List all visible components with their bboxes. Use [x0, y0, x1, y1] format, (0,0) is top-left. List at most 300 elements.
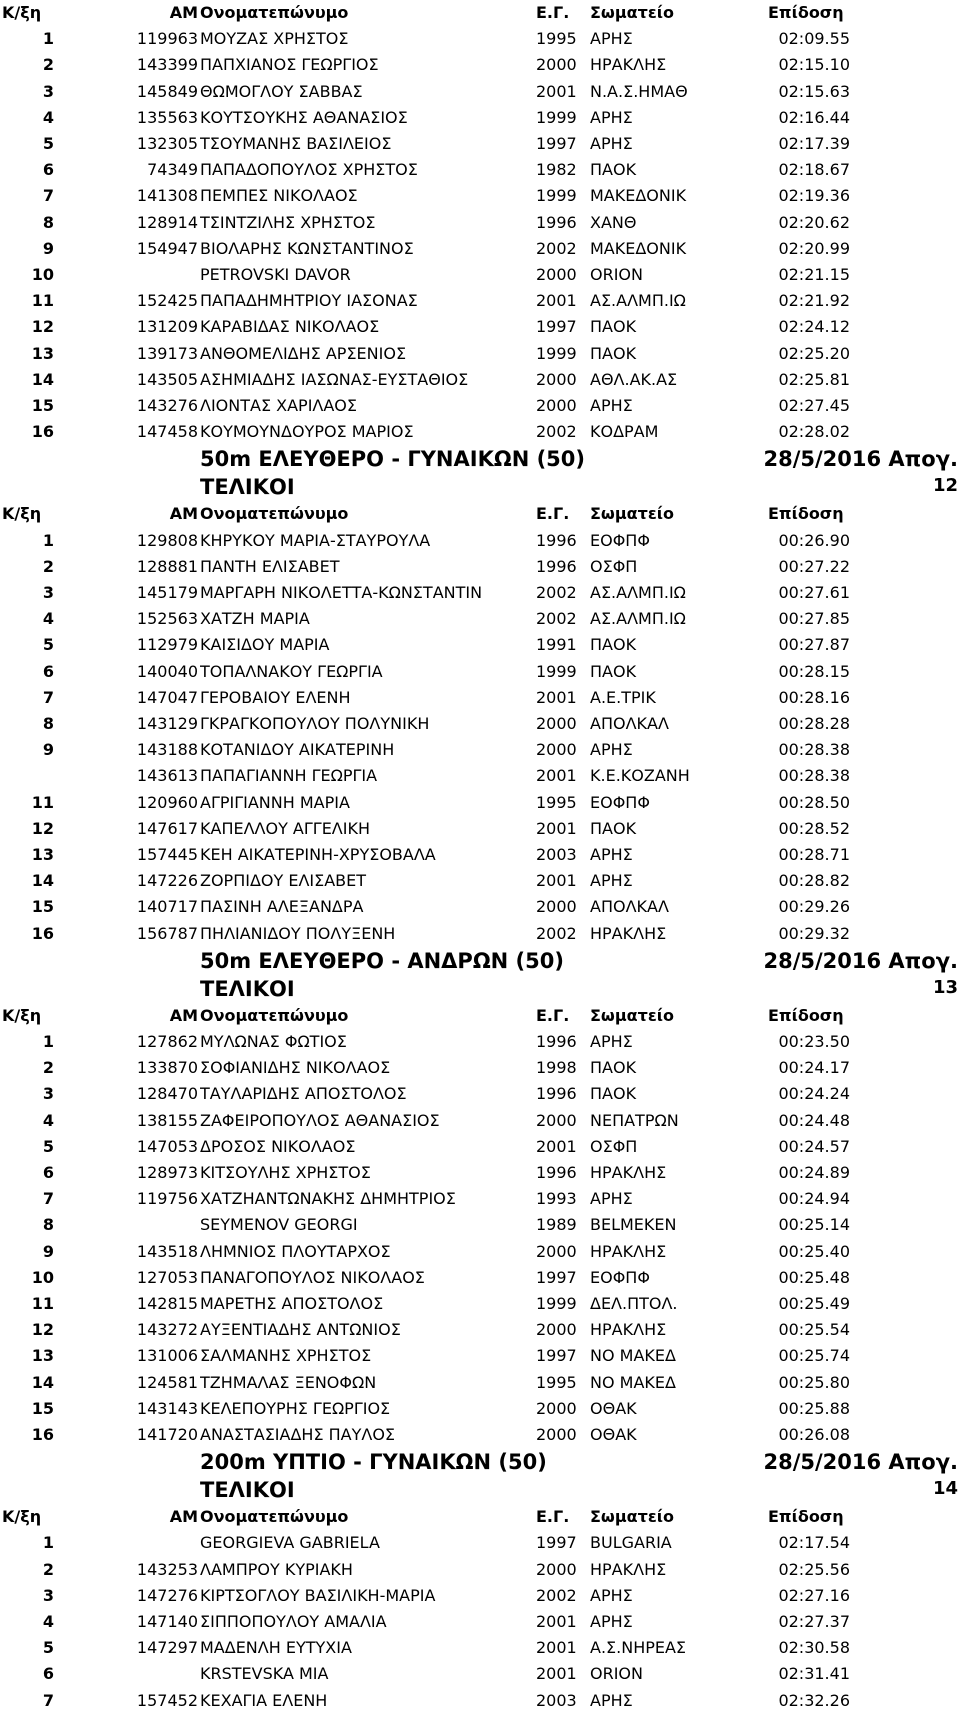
club-cell: ΗΡΑΚΛΗΣ — [590, 1559, 667, 1579]
am-cell: 147053 — [136, 1136, 198, 1156]
name-cell: ΣΟΦΙΑΝΙΔΗΣ ΝΙΚΟΛΑΟΣ — [200, 1058, 391, 1078]
result-row — [0, 26, 960, 52]
time-cell: 02:17.54 — [778, 1533, 850, 1553]
rank-cell: 14 — [31, 871, 54, 891]
result-row — [0, 105, 960, 131]
am-cell: 147276 — [136, 1585, 198, 1605]
result-row — [0, 659, 960, 685]
club-cell: ΑΡΗΣ — [590, 134, 633, 153]
time-cell: 00:28.82 — [778, 871, 850, 891]
name-cell: ΚΑΙΣΙΔΟΥ ΜΑΡΙΑ — [200, 635, 330, 655]
rank-cell: 9 — [42, 1241, 54, 1261]
rank-cell: 12 — [31, 818, 54, 838]
club-cell: ΠΑΟΚ — [590, 1058, 637, 1078]
year-cell: 2000 — [536, 369, 577, 389]
club-cell: ΠΑΟΚ — [590, 1084, 637, 1104]
time-cell: 00:25.74 — [778, 1346, 850, 1366]
club-cell: ΟΘΑΚ — [590, 1425, 637, 1444]
year-cell: 1999 — [536, 661, 577, 681]
rank-cell: 13 — [31, 343, 54, 363]
name-cell: ΑΝΑΣΤΑΣΙΑΔΗΣ ΠΑΥΛΟΣ — [200, 1425, 396, 1444]
event-date: 28/5/2016 Απογ. — [763, 1450, 958, 1475]
rank-cell: 5 — [42, 134, 54, 153]
event-stage-row — [0, 977, 960, 1003]
rank-cell: 12 — [31, 1320, 54, 1340]
rank-cell: 15 — [31, 396, 54, 415]
col-name-header: Ονοματεπώνυμο — [200, 1005, 349, 1025]
club-cell: ORION — [590, 1664, 643, 1684]
club-cell: ΑΡΗΣ — [590, 1585, 633, 1605]
name-cell: ΚΟΥΜΟΥΝΔΟΥΡΟΣ ΜΑΡΙΟΣ — [200, 422, 414, 442]
time-cell: 02:24.12 — [778, 317, 850, 337]
am-cell: 143253 — [136, 1559, 198, 1579]
result-row — [0, 79, 960, 105]
name-cell: ΛΑΜΠΡΟΥ ΚΥΡΙΑΚΗ — [200, 1559, 353, 1579]
event-title-row — [0, 1450, 960, 1476]
year-cell: 1996 — [536, 556, 577, 576]
am-cell: 140040 — [136, 661, 198, 681]
year-cell: 1995 — [536, 1372, 577, 1392]
am-cell: 131006 — [136, 1346, 198, 1366]
result-row — [0, 894, 960, 920]
am-cell: 147140 — [136, 1612, 198, 1631]
am-cell: 119756 — [136, 1189, 198, 1209]
rank-cell: 2 — [42, 1559, 54, 1579]
rank-cell: 16 — [31, 923, 54, 943]
am-cell: 147617 — [136, 818, 198, 838]
name-cell: ΑΣΗΜΙΑΔΗΣ ΙΑΣΩΝΑΣ-ΕΥΣΤΑΘΙΟΣ — [200, 369, 469, 389]
am-cell: 112979 — [136, 635, 198, 655]
result-row — [0, 528, 960, 554]
rank-cell: 11 — [31, 792, 54, 812]
time-cell: 02:27.37 — [778, 1612, 850, 1631]
club-cell: ΟΣΦΠ — [590, 1136, 638, 1156]
name-cell: ΚΟΤΑΝΙΔΟΥ ΑΙΚΑΤΕΡΙΝΗ — [200, 740, 395, 760]
year-cell: 2002 — [536, 1585, 577, 1605]
club-cell: ΕΟΦΠΦ — [590, 530, 650, 550]
result-row — [0, 1396, 960, 1422]
rank-cell: 8 — [42, 714, 54, 733]
name-cell: ΠΑΣΙΝΗ ΑΛΕΞΑΝΔΡΑ — [200, 897, 364, 917]
name-cell: ΜΟΥΖΑΣ ΧΡΗΣΤΟΣ — [200, 29, 349, 49]
club-cell: ΑΡΗΣ — [590, 1690, 633, 1710]
am-cell: 127053 — [136, 1267, 198, 1287]
year-cell: 1997 — [536, 1267, 577, 1287]
rank-cell: 16 — [31, 422, 54, 442]
name-cell: ΧΑΤΖΗ ΜΑΡΙΑ — [200, 609, 310, 629]
rank-cell: 4 — [42, 1110, 54, 1130]
rank-cell: 16 — [31, 1425, 54, 1444]
year-cell: 2002 — [536, 238, 577, 258]
result-row — [0, 236, 960, 262]
year-cell: 2002 — [536, 422, 577, 442]
am-cell: 143129 — [136, 714, 198, 733]
rank-cell: 2 — [42, 1058, 54, 1078]
am-cell: 156787 — [136, 923, 198, 943]
name-cell: ΑΝΘΟΜΕΛΙΔΗΣ ΑΡΣΕΝΙΟΣ — [200, 343, 407, 363]
am-cell: 135563 — [136, 107, 198, 127]
name-cell: ΑΥΞΕΝΤΙΑΔΗΣ ΑΝΤΩΝΙΟΣ — [200, 1320, 401, 1340]
time-cell: 00:27.87 — [778, 635, 850, 655]
year-cell: 1996 — [536, 1163, 577, 1182]
am-cell: 127862 — [136, 1032, 198, 1051]
name-cell: ΤΟΠΑΛΝΑΚΟΥ ΓΕΩΡΓΙΑ — [200, 661, 383, 681]
year-cell: 2000 — [536, 1241, 577, 1261]
name-cell: ΣΙΠΠΟΠΟΥΛΟΥ ΑΜΑΛΙΑ — [200, 1612, 387, 1631]
am-cell: 124581 — [136, 1372, 198, 1392]
time-cell: 02:16.44 — [778, 107, 850, 127]
club-cell: ΑΡΗΣ — [590, 1189, 633, 1209]
am-cell: 128973 — [136, 1163, 198, 1182]
am-cell: 147297 — [136, 1638, 198, 1658]
year-cell: 1999 — [536, 186, 577, 206]
rank-cell: 11 — [31, 291, 54, 311]
time-cell: 02:30.58 — [778, 1638, 850, 1658]
name-cell: ΒΙΟΛΑΡΗΣ ΚΩΝΣΤΑΝΤΙΝΟΣ — [200, 238, 414, 258]
name-cell: PETROVSKI DAVOR — [200, 265, 351, 284]
am-cell: 142815 — [136, 1294, 198, 1313]
event-title: 200m ΥΠΤΙΟ - ΓΥΝΑΙΚΩΝ (50) — [200, 1450, 547, 1475]
rank-cell: 1 — [42, 530, 54, 550]
year-cell: 2001 — [536, 766, 577, 786]
result-row — [0, 1688, 960, 1714]
club-cell: ΚΟΔΡΑΜ — [590, 422, 659, 442]
club-cell: ΗΡΑΚΛΗΣ — [590, 55, 667, 75]
column-header-row — [0, 1504, 960, 1530]
event-number: 14 — [932, 1478, 958, 1500]
event-stage-row — [0, 475, 960, 501]
result-row — [0, 1134, 960, 1160]
club-cell: ΠΑΟΚ — [590, 317, 637, 337]
time-cell: 00:25.14 — [778, 1215, 850, 1235]
time-cell: 00:24.57 — [778, 1136, 850, 1156]
name-cell: ΠΑΠΧΙΑΝΟΣ ΓΕΩΡΓΙΟΣ — [200, 55, 379, 75]
year-cell: 2001 — [536, 291, 577, 311]
club-cell: ΠΑΟΚ — [590, 160, 637, 180]
time-cell: 00:28.16 — [778, 687, 850, 707]
year-cell: 2001 — [536, 1136, 577, 1156]
result-row — [0, 1239, 960, 1265]
time-cell: 00:24.24 — [778, 1084, 850, 1104]
year-cell: 2001 — [536, 81, 577, 101]
name-cell: ΚΕΛΕΠΟΥΡΗΣ ΓΕΩΡΓΙΟΣ — [200, 1398, 391, 1418]
year-cell: 1982 — [536, 160, 577, 180]
year-cell: 2000 — [536, 55, 577, 75]
year-cell: 2000 — [536, 1398, 577, 1418]
time-cell: 00:28.38 — [778, 740, 850, 760]
rank-cell: 6 — [42, 1163, 54, 1182]
club-cell: ΗΡΑΚΛΗΣ — [590, 923, 667, 943]
year-cell: 2000 — [536, 1110, 577, 1130]
club-cell: ΑΡΗΣ — [590, 1612, 633, 1631]
club-cell: ΑΡΗΣ — [590, 107, 633, 127]
name-cell: ΧΑΤΖΗΑΝΤΩΝΑΚΗΣ ΔΗΜΗΤΡΙΟΣ — [200, 1189, 456, 1209]
rank-cell: 4 — [42, 1612, 54, 1631]
rank-cell: 10 — [31, 1267, 54, 1287]
time-cell: 02:20.99 — [778, 238, 850, 258]
name-cell: ΘΩΜΟΓΛΟΥ ΣΑΒΒΑΣ — [200, 81, 363, 101]
result-row — [0, 262, 960, 288]
rank-cell: 5 — [42, 1638, 54, 1658]
event-stage: ΤΕΛΙΚΟΙ — [200, 475, 295, 500]
club-cell: ΠΑΟΚ — [590, 818, 637, 838]
event-stage-row — [0, 1478, 960, 1504]
rank-cell: 12 — [31, 317, 54, 337]
year-cell: 2002 — [536, 923, 577, 943]
club-cell: ΠΑΟΚ — [590, 635, 637, 655]
club-cell: ΑΣ.ΑΛΜΠ.ΙΩ — [590, 291, 686, 311]
rank-cell: 3 — [42, 81, 54, 101]
col-club-header: Σωματείο — [590, 1005, 674, 1025]
rank-cell: 9 — [42, 740, 54, 760]
result-row — [0, 1661, 960, 1687]
time-cell: 00:24.94 — [778, 1189, 850, 1209]
name-cell: ΓΚΡΑΓΚΟΠΟΥΛΟΥ ΠΟΛΥΝΙΚΗ — [200, 714, 430, 733]
year-cell: 2000 — [536, 396, 577, 415]
am-cell: 74349 — [147, 160, 198, 180]
year-cell: 1996 — [536, 530, 577, 550]
club-cell: ΑΡΗΣ — [590, 29, 633, 49]
time-cell: 00:26.90 — [778, 530, 850, 550]
col-time-header: Επίδοση — [768, 504, 844, 524]
am-cell: 143505 — [136, 369, 198, 389]
am-cell: 157445 — [136, 845, 198, 864]
club-cell: ΑΘΛ.ΑΚ.ΑΣ — [590, 369, 678, 389]
result-row — [0, 1609, 960, 1635]
club-cell: BELMEKEN — [590, 1215, 677, 1235]
result-row — [0, 1291, 960, 1317]
time-cell: 00:28.15 — [778, 661, 850, 681]
year-cell: 2000 — [536, 897, 577, 917]
time-cell: 02:32.26 — [778, 1690, 850, 1710]
name-cell: ΤΣΟΥΜΑΝΗΣ ΒΑΣΙΛΕΙΟΣ — [200, 134, 392, 153]
rank-cell: 13 — [31, 1346, 54, 1366]
club-cell: ΑΡΗΣ — [590, 1032, 633, 1051]
rank-cell: 14 — [31, 369, 54, 389]
time-cell: 00:28.28 — [778, 714, 850, 733]
result-row — [0, 790, 960, 816]
result-row — [0, 1081, 960, 1107]
club-cell: ΕΟΦΠΦ — [590, 792, 650, 812]
name-cell: ΚΑΠΕΛΛΟΥ ΑΓΓΕΛΙΚΗ — [200, 818, 370, 838]
rank-cell: 14 — [31, 1372, 54, 1392]
rank-cell: 7 — [42, 687, 54, 707]
year-cell: 1995 — [536, 792, 577, 812]
time-cell: 02:15.63 — [778, 81, 850, 101]
year-cell: 1997 — [536, 317, 577, 337]
result-row — [0, 737, 960, 763]
col-name-header: Ονοματεπώνυμο — [200, 3, 349, 22]
name-cell: ΠΕΜΠΕΣ ΝΙΚΟΛΑΟΣ — [200, 186, 358, 206]
year-cell: 2000 — [536, 1320, 577, 1340]
result-row — [0, 1160, 960, 1186]
am-cell: 131209 — [136, 317, 198, 337]
club-cell: BULGARIA — [590, 1533, 672, 1553]
result-row — [0, 711, 960, 737]
time-cell: 02:15.10 — [778, 55, 850, 75]
time-cell: 02:25.20 — [778, 343, 850, 363]
time-cell: 02:21.15 — [778, 265, 850, 284]
name-cell: ΚΕΗ ΑΙΚΑΤΕΡΙΝΗ-ΧΡΥΣΟΒΑΛΑ — [200, 845, 436, 864]
col-club-header: Σωματείο — [590, 1507, 674, 1527]
club-cell: ΠΑΟΚ — [590, 343, 637, 363]
am-cell: 141308 — [136, 186, 198, 206]
col-rank-header: Κ/ξη — [2, 504, 42, 524]
am-cell: 128881 — [136, 556, 198, 576]
col-rank-header: Κ/ξη — [2, 1507, 42, 1527]
club-cell: ΝΕΠΑΤΡΩΝ — [590, 1110, 679, 1130]
am-cell: 147226 — [136, 871, 198, 891]
time-cell: 02:27.16 — [778, 1585, 850, 1605]
name-cell: ΠΗΛΙΑΝΙΔΟΥ ΠΟΛΥΞΕΝΗ — [200, 923, 396, 943]
event-title-row — [0, 949, 960, 975]
year-cell: 2002 — [536, 609, 577, 629]
time-cell: 00:27.22 — [778, 556, 850, 576]
rank-cell: 6 — [42, 1664, 54, 1684]
col-rank-header: Κ/ξη — [2, 3, 42, 22]
result-row — [0, 1108, 960, 1134]
result-row — [0, 1635, 960, 1661]
club-cell: ΟΣΦΠ — [590, 556, 638, 576]
am-cell: 132305 — [136, 134, 198, 153]
result-row — [0, 580, 960, 606]
am-cell: 143188 — [136, 740, 198, 760]
rank-cell: 15 — [31, 1398, 54, 1418]
club-cell: ΑΣ.ΑΛΜΠ.ΙΩ — [590, 609, 686, 629]
result-row — [0, 1055, 960, 1081]
year-cell: 2000 — [536, 740, 577, 760]
event-number: 13 — [932, 976, 958, 998]
am-cell: 138155 — [136, 1110, 198, 1130]
name-cell: ΠΑΠΑΔΟΠΟΥΛΟΣ ΧΡΗΣΤΟΣ — [200, 160, 418, 180]
year-cell: 2000 — [536, 1425, 577, 1444]
club-cell: ΠΑΟΚ — [590, 661, 637, 681]
result-row — [0, 1557, 960, 1583]
name-cell: GEORGIEVA GABRIELA — [200, 1533, 380, 1553]
result-row — [0, 131, 960, 157]
am-cell: 147047 — [136, 687, 198, 707]
am-cell: 143613 — [136, 766, 198, 786]
rank-cell: 9 — [42, 238, 54, 258]
name-cell: ΜΑΔΕΝΛΗ ΕΥΤΥΧΙΑ — [200, 1638, 352, 1658]
year-cell: 2003 — [536, 845, 577, 864]
rank-cell: 2 — [42, 556, 54, 576]
year-cell: 2001 — [536, 871, 577, 891]
am-cell: 145849 — [136, 81, 198, 101]
name-cell: ΑΓΡΙΓΙΑΝΝΗ ΜΑΡΙΑ — [200, 792, 350, 812]
name-cell: ΜΑΡΓΑΡΗ ΝΙΚΟΛΕΤΤΑ-ΚΩΝΣΤΑΝΤΙΝ — [200, 583, 483, 602]
club-cell: ΝΟ ΜΑΚΕΔ — [590, 1346, 676, 1366]
name-cell: ΤΖΗΜΑΛΑΣ ΞΕΝΟΦΩΝ — [200, 1372, 377, 1392]
col-time-header: Επίδοση — [768, 1005, 844, 1025]
name-cell: ΠΑΝΑΓΟΠΟΥΛΟΣ ΝΙΚΟΛΑΟΣ — [200, 1267, 425, 1287]
event-date: 28/5/2016 Απογ. — [763, 948, 958, 973]
time-cell: 00:29.32 — [778, 923, 850, 943]
result-row — [0, 921, 960, 947]
result-row — [0, 842, 960, 868]
result-row — [0, 341, 960, 367]
result-row — [0, 632, 960, 658]
rank-cell: 7 — [42, 186, 54, 206]
year-cell: 2001 — [536, 1612, 577, 1631]
name-cell: ΔΡΟΣΟΣ ΝΙΚΟΛΑΟΣ — [200, 1136, 356, 1156]
rank-cell: 1 — [42, 1032, 54, 1051]
am-cell: 157452 — [136, 1690, 198, 1710]
year-cell: 2001 — [536, 1638, 577, 1658]
time-cell: 00:27.61 — [778, 583, 850, 602]
name-cell: SEYMENOV GEORGI — [200, 1215, 358, 1235]
year-cell: 2002 — [536, 583, 577, 602]
time-cell: 00:28.71 — [778, 845, 850, 864]
result-row — [0, 763, 960, 789]
time-cell: 00:23.50 — [778, 1032, 850, 1051]
event-title: 50m ΕΛΕΥΘΕΡΟ - ΑΝΔΡΩΝ (50) — [200, 948, 564, 973]
result-row — [0, 1265, 960, 1291]
am-cell: 147458 — [136, 422, 198, 442]
name-cell: ΚΗΡΥΚΟΥ ΜΑΡΙΑ-ΣΤΑΥΡΟΥΛΑ — [200, 530, 431, 550]
name-cell: ΚΕΧΑΓΙΑ ΕΛΕΝΗ — [200, 1690, 328, 1710]
name-cell: ΚΑΡΑΒΙΔΑΣ ΝΙΚΟΛΑΟΣ — [200, 317, 380, 337]
year-cell: 2000 — [536, 1559, 577, 1579]
club-cell: Κ.Ε.ΚΟΖΑΝΗ — [590, 766, 690, 786]
name-cell: ΜΥΛΩΝΑΣ ΦΩΤΙΟΣ — [200, 1032, 347, 1051]
year-cell: 1999 — [536, 1294, 577, 1313]
result-row — [0, 606, 960, 632]
col-am-header: ΑΜ — [169, 1507, 198, 1527]
result-row — [0, 554, 960, 580]
result-row — [0, 1186, 960, 1212]
rank-cell: 1 — [42, 29, 54, 49]
rank-cell: 15 — [31, 897, 54, 917]
am-cell: 154947 — [136, 238, 198, 258]
result-row — [0, 1583, 960, 1609]
rank-cell: 5 — [42, 1136, 54, 1156]
club-cell: ΑΠΟΛΚΑΛ — [590, 897, 669, 917]
result-row — [0, 816, 960, 842]
name-cell: ΖΑΦΕΙΡΟΠΟΥΛΟΣ ΑΘΑΝΑΣΙΟΣ — [200, 1110, 440, 1130]
club-cell: ΑΡΗΣ — [590, 396, 633, 415]
name-cell: ΣΑΛΜΑΝΗΣ ΧΡΗΣΤΟΣ — [200, 1346, 372, 1366]
rank-cell: 11 — [31, 1294, 54, 1313]
result-row — [0, 210, 960, 236]
time-cell: 00:25.49 — [778, 1294, 850, 1313]
am-cell: 129808 — [136, 530, 198, 550]
name-cell: ΚΟΥΤΣΟΥΚΗΣ ΑΘΑΝΑΣΙΟΣ — [200, 107, 408, 127]
time-cell: 00:24.48 — [778, 1110, 850, 1130]
col-time-header: Επίδοση — [768, 1507, 844, 1527]
am-cell: 143272 — [136, 1320, 198, 1340]
club-cell: ΜΑΚΕΔΟΝΙΚ — [590, 238, 687, 258]
result-row — [0, 1370, 960, 1396]
time-cell: 02:19.36 — [778, 186, 850, 206]
time-cell: 00:27.85 — [778, 609, 850, 629]
column-header-row — [0, 1003, 960, 1029]
result-row — [0, 868, 960, 894]
name-cell: ΚΙΤΣΟΥΛΗΣ ΧΡΗΣΤΟΣ — [200, 1163, 371, 1182]
time-cell: 00:24.89 — [778, 1163, 850, 1182]
result-row — [0, 419, 960, 445]
result-row — [0, 685, 960, 711]
am-cell: 143276 — [136, 396, 198, 415]
time-cell: 02:28.02 — [778, 422, 850, 442]
year-cell: 2000 — [536, 265, 577, 284]
year-cell: 2001 — [536, 1664, 577, 1684]
time-cell: 02:09.55 — [778, 29, 850, 49]
name-cell: ΠΑΠΑΓΙΑΝΝΗ ΓΕΩΡΓΙΑ — [200, 766, 378, 786]
col-year-header: Ε.Γ. — [536, 3, 570, 22]
rank-cell: 6 — [42, 160, 54, 180]
column-header-row — [0, 0, 960, 26]
